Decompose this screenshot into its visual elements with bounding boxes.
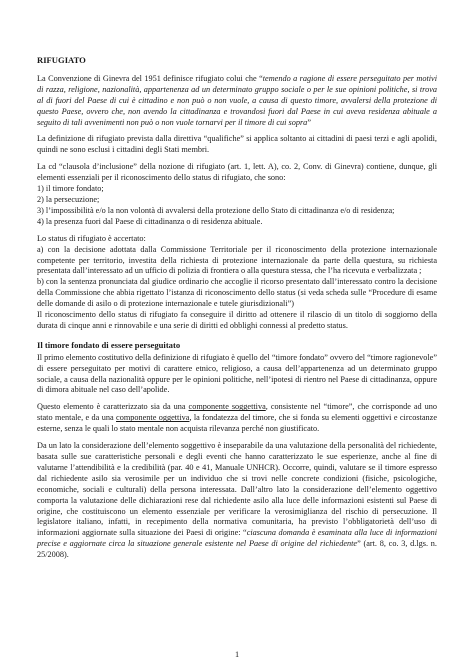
text-span: ” (art. 8, co. 3, d.lgs. n. 25/2008). <box>37 539 437 560</box>
paragraph-componenti <box>37 402 437 435</box>
underlined-term: componente soggettiva <box>188 402 266 412</box>
text-span: Il riconoscimento dello status di rifugiato fa conseguire il diritto ad ottenere il rilascio di un titolo di soggiorno della durata di cinque anni e rinnovabile e una serie di diritti ed obblighi connessi al predetto status. <box>37 310 437 330</box>
underlined-term: componente oggettiva <box>116 413 190 423</box>
text-span: La Convenzione di Ginevra del 1951 definisce rifugiato colui che “ <box>37 73 263 83</box>
quoted-definition: temendo a ragione di essere perseguitato per motivi di razza, religione, nazionalità, appartenenza ad un determinato gruppo sociale o per le sue opinioni politiche, si trova al di fuori del Paese di cui è cittadino e non può o non vuole, a causa di questo timore, avvalersi della protezione di questo Paese, ovvero che, non avendo la cittadinanza e trovandosi fuori dal Paese in cui aveva residenza abituale a seguito di tali avvenimenti non può o non vuole tornarvi per il timore di cui sopra <box>37 73 437 127</box>
list-item: a) con la decisione adottata dalla Commissione Territoriale per il riconoscimento della protezione internazionale competente per territorio, investita della richiesta di protezione internazionale da parte della questura, su richiesta presentata dall’interessato ad un ufficio di polizia di frontiera o alla questura stessa, che l’ha ricevuta e verbalizzata ; <box>37 244 437 276</box>
list-item: 1) il timore fondato; <box>37 184 104 194</box>
list-item: 4) la presenza fuori dal Paese di cittadinanza o di residenza abituale. <box>37 216 263 226</box>
document-body <box>37 55 437 567</box>
list-item: b) con la sentenza pronunciata dal giudice ordinario che accoglie il ricorso presentato dall’interessato contro la decisione della Commissione che abbia rigettato l’istanza di riconoscimento dello status (si veda scheda sulle “Procedure di esame delle domande di asilo o di protezione internazionale e tutele giurisdizionali”) <box>37 277 437 309</box>
list-item: 2) la persecuzione; <box>37 194 100 204</box>
paragraph-valutazione <box>37 441 437 561</box>
text-span: Questo elemento è caratterizzato sia da una <box>37 402 189 412</box>
list-item: 3) l’impossibilità e/o la non volontà di avvalersi della protezione dello Stato di cittadinanza e/o di residenza; <box>37 205 395 215</box>
text-span: , la fondatezza del timore, che si fonda su elementi oggettivi e circostanze esterne, senza le quali lo stato mentale non acquista rilevanza perché non giustificato. <box>37 413 437 434</box>
text-span: Da un lato la considerazione dell’elemento soggettivo è inseparabile da una valutazione della personalità del richiedente, basata sulle sue caratteristiche personali e degli eventi che hanno caratterizzato le sue esperienze, anche al fine di valutarne l’attendibilità e la credibilità (par. 40 e 41, Manuale UNHCR). Occorre, quindi, valutare se il timore espresso dal richiedente asilo sia verosimile per un individuo che si trovi nelle concrete condizioni (fisiche, psicologiche, economiche, sociali e culturali) della persona interessata. Dall’altro lato la considerazione dell’elemento oggettivo comporta la valutazione delle dichiarazioni rese dal richiedente asilo alla luce delle informazioni esistenti sul Paese di origine, che costituiscono un elemento essenziale per verificare la verosimiglianza del rischio di persecuzione. Il legislatore italiano, infatti, in recepimento della normativa comunitaria, ha previsto l’obbligatorietà dell’uso di informazioni aggiornate sulla situazione dei Paesi di origine: “ <box>37 441 437 538</box>
text-span: ” <box>307 117 311 127</box>
section-heading: Il timore fondato di essere perseguitato <box>37 339 181 350</box>
page-number: 1 <box>234 650 240 659</box>
paragraph-clausola-inclusione <box>37 162 437 227</box>
text-span: Lo status di rifugiato è accertato: <box>37 233 146 243</box>
text-span: La cd “clausola d’inclusione” della nozione di rifugiato (art. 1, lett. A), co. 2, Conv. di Ginevra) contiene, dunque, gli elementi essenziali per il riconoscimento dello status di rifugiato, che sono: <box>37 162 437 183</box>
paragraph-timore-fondato: Il primo elemento costitutivo della definizione di rifugiato è quello del “timore fondato” ovvero del “timore ragionevole” di essere perseguitato per motivi di carattere etnico, religioso, a causa dell’appartenenza ad un determinato gruppo sociale, a causa della nazionalità oppure per le opinioni politiche, nell’ipotesi di rientro nel Paese di cittadinanza, oppure di dimora abituale nel caso dell’apolide. <box>37 352 437 395</box>
paragraph-geneva-definition <box>37 74 437 129</box>
text-span: , consistente nel “timore”, che corrisponde ad uno stato mentale, e da una <box>37 402 438 423</box>
paragraph-qualifiche: La definizione di rifugiato prevista dalla direttiva “qualifiche” si applica soltanto ai cittadini di paesi terzi e agli apolidi, quindi ne sono esclusi i cittadini degli Stati membri. <box>37 134 437 155</box>
quoted-norm: ciascuna domanda è esaminata alla luce di informazioni precise e aggiornate circa la situazione generale esistente nel Paese di origine del richiedente <box>37 528 437 549</box>
paragraph-accertamento <box>37 234 437 332</box>
document-title: RIFUGIATO <box>37 55 86 65</box>
